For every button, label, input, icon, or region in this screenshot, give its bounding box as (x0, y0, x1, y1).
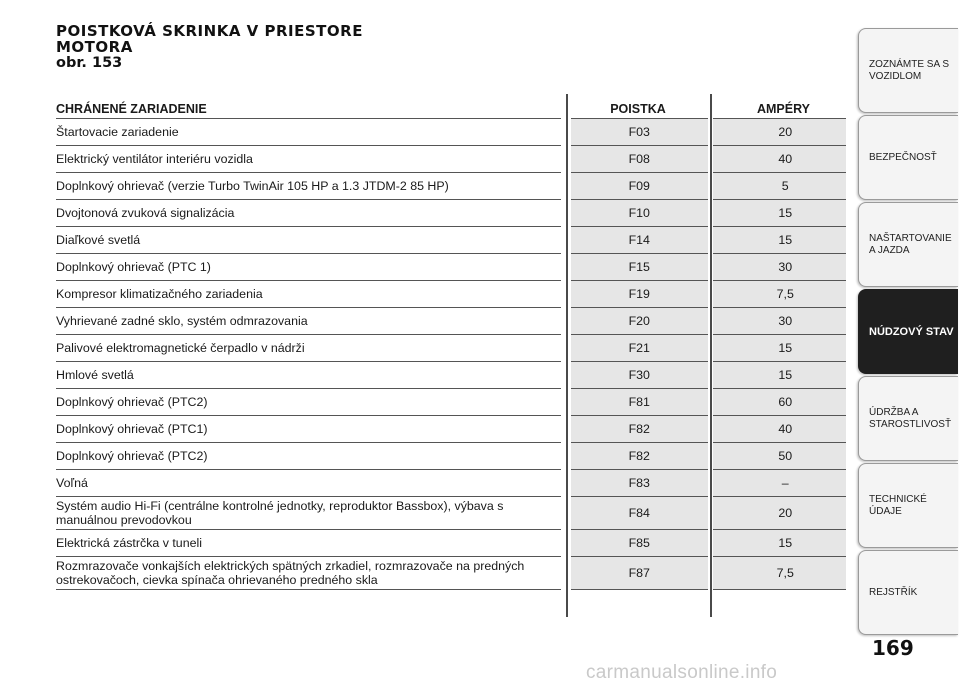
device-cell: Rozmrazovače vonkajších elektrických spätných zrkadiel, rozmrazovače na predných ostrekovačoch, cievka spínača ohrievaného predného skla (56, 557, 566, 590)
fuse-cell: F03 (566, 119, 710, 146)
chapter-nav (858, 28, 960, 637)
chapter-tab[interactable] (858, 463, 958, 548)
table-row (56, 308, 846, 335)
table-row (56, 443, 846, 470)
chapter-tab-label: BEZPEČNOSŤ (869, 151, 937, 163)
device-cell: Palivové elektromagnetické čerpadlo v nádrži (56, 335, 566, 362)
figure-reference: obr. 153 (56, 55, 123, 71)
device-cell: Hmlové svetlá (56, 362, 566, 389)
amps-cell: 15 (710, 530, 846, 557)
table-row (56, 389, 846, 416)
watermark: carmanualsonline.info (586, 662, 778, 683)
chapter-tab-label: REJSTŘÍK (869, 586, 918, 598)
fuse-cell: F15 (566, 254, 710, 281)
table-row (56, 254, 846, 281)
fuse-cell: F82 (566, 416, 710, 443)
table-row (56, 146, 846, 173)
device-cell: Doplnkový ohrievač (verzie Turbo TwinAir 105 HP a 1.3 JTDM-2 85 HP) (56, 173, 566, 200)
table-row (56, 530, 846, 557)
chapter-tab[interactable] (858, 28, 958, 113)
device-cell: Kompresor klimatizačného zariadenia (56, 281, 566, 308)
chapter-tab[interactable] (858, 115, 958, 200)
fuse-cell: F85 (566, 530, 710, 557)
chapter-tab[interactable] (858, 376, 958, 461)
title-line-1: POISTKOVÁ SKRINKA V PRIESTORE (56, 22, 363, 40)
table-row (56, 362, 846, 389)
device-cell: Doplnkový ohrievač (PTC 1) (56, 254, 566, 281)
chapter-tab-label: TECHNICKÉ ÚDAJE (869, 493, 927, 517)
table-row (56, 335, 846, 362)
device-cell: Doplnkový ohrievač (PTC2) (56, 389, 566, 416)
table-row (56, 200, 846, 227)
chapter-tab[interactable] (858, 289, 958, 374)
amps-cell: 15 (710, 335, 846, 362)
amps-cell: 20 (710, 497, 846, 530)
amps-cell: 15 (710, 227, 846, 254)
fuse-table (56, 94, 846, 590)
device-cell: Diaľkové svetlá (56, 227, 566, 254)
table-row (56, 470, 846, 497)
fuse-cell: F20 (566, 308, 710, 335)
header-amps: AMPÉRY (710, 94, 846, 119)
device-cell: Systém audio Hi-Fi (centrálne kontrolné jednotky, reproduktor Bassbox), výbava s manuálnou prevodovkou (56, 497, 566, 530)
fuse-cell: F30 (566, 362, 710, 389)
chapter-tab-label: NÚDZOVÝ STAV (869, 325, 954, 338)
chapter-tab-label: ÚDRŽBA A STAROSTLIVOSŤ (869, 406, 952, 430)
chapter-tab[interactable] (858, 202, 958, 287)
table-row (56, 227, 846, 254)
fuse-cell: F87 (566, 557, 710, 590)
amps-cell: 5 (710, 173, 846, 200)
device-cell: Doplnkový ohrievač (PTC2) (56, 443, 566, 470)
fuse-cell: F09 (566, 173, 710, 200)
fuse-cell: F82 (566, 443, 710, 470)
table-header-row (56, 94, 846, 119)
amps-cell: – (710, 470, 846, 497)
chapter-tab-label: NAŠTARTOVANIE A JAZDA (869, 232, 952, 256)
device-cell: Dvojtonová zvuková signalizácia (56, 200, 566, 227)
table-row (56, 119, 846, 146)
fuse-cell: F10 (566, 200, 710, 227)
column-divider-amps (710, 94, 712, 617)
fuse-cell: F08 (566, 146, 710, 173)
fuse-cell: F14 (566, 227, 710, 254)
device-cell: Doplnkový ohrievač (PTC1) (56, 416, 566, 443)
fuse-cell: F19 (566, 281, 710, 308)
table-row (56, 416, 846, 443)
device-cell: Vyhrievané zadné sklo, systém odmrazovania (56, 308, 566, 335)
device-cell: Elektrický ventilátor interiéru vozidla (56, 146, 566, 173)
device-cell: Elektrická zástrčka v tuneli (56, 530, 566, 557)
fuse-cell: F21 (566, 335, 710, 362)
amps-cell: 20 (710, 119, 846, 146)
fuse-cell: F81 (566, 389, 710, 416)
header-device: CHRÁNENÉ ZARIADENIE (56, 94, 566, 119)
amps-cell: 40 (710, 146, 846, 173)
column-divider-fuse (566, 94, 568, 617)
title-line-2: MOTORA (56, 38, 133, 56)
device-cell: Štartovacie zariadenie (56, 119, 566, 146)
device-cell: Voľná (56, 470, 566, 497)
page-number: 169 (872, 636, 914, 660)
amps-cell: 50 (710, 443, 846, 470)
table-row (56, 557, 846, 590)
amps-cell: 15 (710, 362, 846, 389)
amps-cell: 7,5 (710, 557, 846, 590)
amps-cell: 40 (710, 416, 846, 443)
chapter-tab[interactable] (858, 550, 958, 635)
fuse-cell: F83 (566, 470, 710, 497)
table-row (56, 173, 846, 200)
table-row (56, 281, 846, 308)
fuse-cell: F84 (566, 497, 710, 530)
header-fuse: POISTKA (566, 94, 710, 119)
table-row (56, 497, 846, 530)
amps-cell: 7,5 (710, 281, 846, 308)
chapter-tab-label: ZOZNÁMTE SA S VOZIDLOM (869, 58, 950, 82)
amps-cell: 30 (710, 308, 846, 335)
amps-cell: 15 (710, 200, 846, 227)
amps-cell: 60 (710, 389, 846, 416)
amps-cell: 30 (710, 254, 846, 281)
section-title (56, 23, 536, 71)
